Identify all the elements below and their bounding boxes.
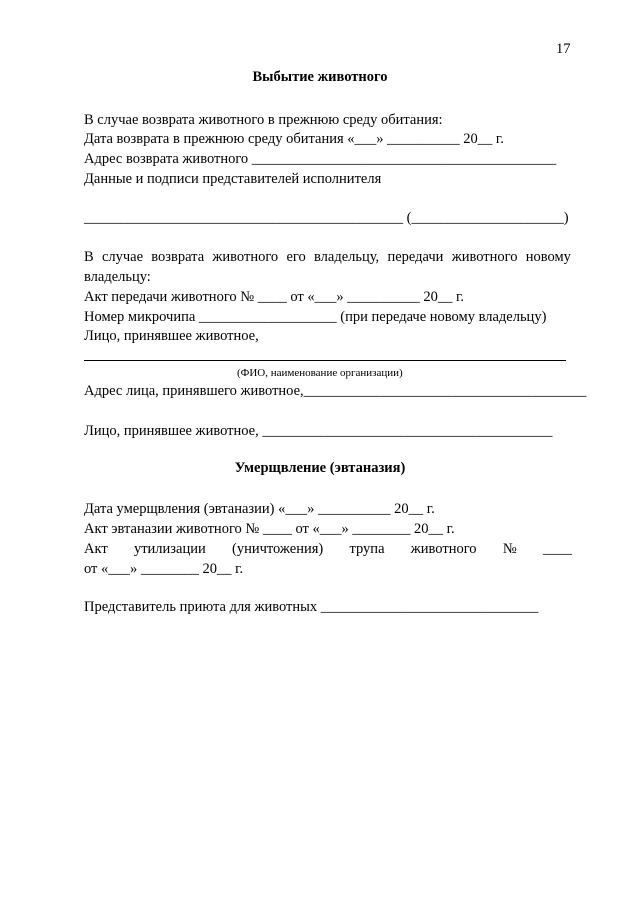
owner-return-paragraph — [84, 248, 571, 266]
euthanasia-date-field: Дата умерщвления (эвтаназии) «___» __________ 20__ г. — [84, 501, 435, 517]
recipient-caption: (ФИО, наименование организации) — [237, 367, 403, 379]
paragraph-word: передачи — [387, 249, 444, 265]
recipient-name-line — [84, 360, 566, 361]
paragraph-word: случае — [101, 249, 144, 265]
disposal-act-line — [84, 540, 572, 558]
executor-signature-line: ____________________________________________ (_____________________) — [84, 210, 569, 226]
return-address-field: Адрес возврата животного __________________________________________ — [84, 151, 557, 167]
paragraph-word: возврата — [151, 249, 205, 265]
disposal-word: Акт — [84, 541, 108, 557]
recipient-second-field: Лицо, принявшее животное, ________________________________________ — [84, 423, 553, 439]
disposal-word: ____ — [542, 541, 572, 557]
disposal-act-date: от «___» ________ 20__ г. — [84, 561, 244, 577]
shelter-representative-field: Представитель приюта для животных ______________________________ — [84, 599, 539, 615]
return-date-field: Дата возврата в прежнюю среду обитания «___» __________ 20__ г. — [84, 131, 504, 147]
disposal-word: утилизации — [133, 541, 206, 557]
paragraph-word: животного — [212, 249, 279, 265]
transfer-act-field: Акт передачи животного № ____ от «___» __________ 20__ г. — [84, 289, 464, 305]
return-intro-text: В случае возврата животного в прежнюю среду обитания: — [84, 112, 443, 128]
page-number: 17 — [556, 41, 571, 57]
microchip-field: Номер микрочипа ___________________ (при передаче новому владельцу) — [84, 309, 547, 325]
disposal-word: (уничтожения) — [232, 541, 324, 557]
paragraph-word: новому — [525, 249, 571, 265]
paragraph-word: его — [286, 249, 306, 265]
recipient-address-field: Адрес лица, принявшего животное,_______________________________________ — [84, 383, 587, 399]
section-title-euthanasia: Умерщвление (эвтаназия) — [234, 460, 406, 476]
euthanasia-act-field: Акт эвтаназии животного № ____ от «___» ________ 20__ г. — [84, 521, 455, 537]
owner-return-paragraph-end: владельцу: — [84, 269, 151, 285]
disposal-word: № — [502, 541, 517, 557]
paragraph-word: В — [84, 249, 94, 265]
disposal-word: трупа — [349, 541, 385, 557]
paragraph-word: владельцу, — [314, 249, 380, 265]
section-title-disposal: Выбытие животного — [252, 69, 388, 85]
recipient-label: Лицо, принявшее животное, — [84, 328, 259, 344]
executor-signatures-label: Данные и подписи представителей исполнителя — [84, 171, 382, 187]
paragraph-word: животного — [451, 249, 518, 265]
disposal-word: животного — [410, 541, 477, 557]
